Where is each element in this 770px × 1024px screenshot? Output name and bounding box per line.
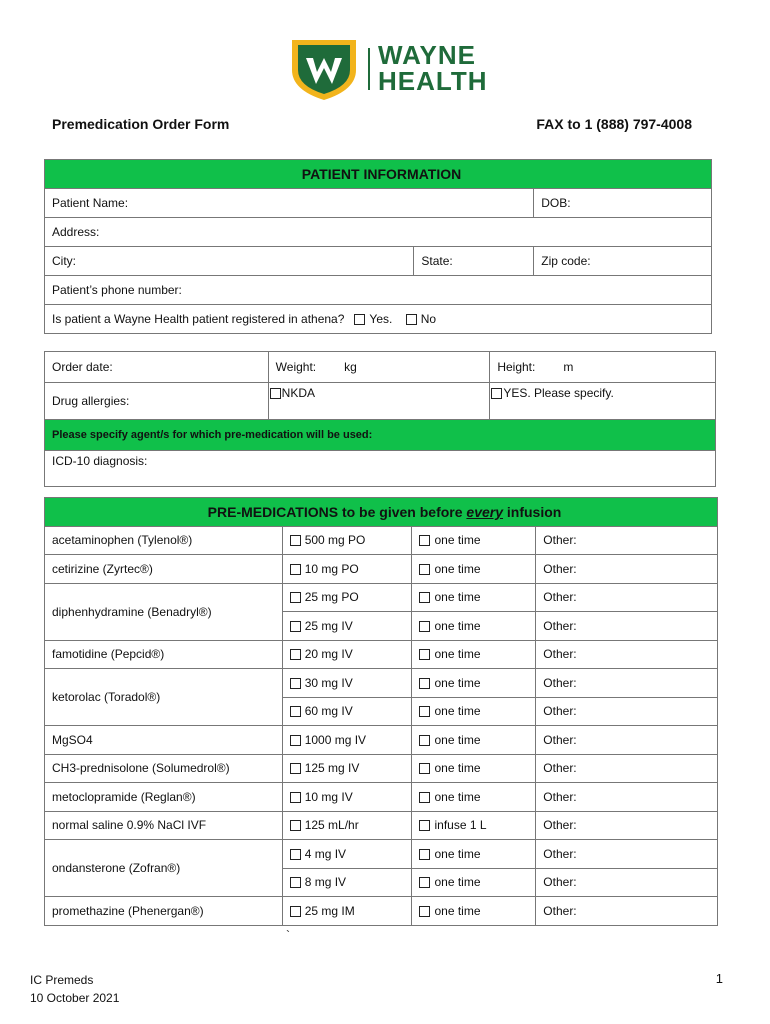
phone-field[interactable] — [45, 276, 712, 305]
premed-other-label: Other: — [543, 903, 577, 918]
icd10-label: ICD-10 diagnosis: — [52, 454, 148, 468]
nkda-label: NKDA — [281, 386, 316, 400]
premed-frequency-checkbox[interactable] — [419, 564, 430, 575]
premed-row — [45, 754, 718, 783]
premed-drug-name: ondansterone (Zofran®) — [45, 840, 283, 897]
premed-other-field[interactable] — [536, 640, 718, 669]
premed-dose-label: 25 mg IM — [304, 903, 355, 918]
weight-label: Weight: — [275, 360, 317, 374]
premed-other-label: Other: — [543, 761, 577, 776]
drug-allergies-cell — [45, 383, 269, 420]
city-field[interactable] — [45, 247, 414, 276]
premed-frequency-label: one time — [434, 618, 481, 633]
premed-frequency-checkbox[interactable] — [419, 735, 430, 746]
premed-frequency-label: one time — [434, 789, 481, 804]
footer-date: 10 October 2021 — [30, 991, 120, 1005]
premed-drug-name: metoclopramide (Reglan®) — [45, 783, 283, 812]
height-unit: m — [563, 360, 574, 374]
premed-dose-label: 20 mg IV — [304, 647, 353, 662]
allergy-yes-checkbox[interactable] — [491, 388, 502, 399]
premed-row — [45, 555, 718, 584]
premed-dose-checkbox[interactable] — [290, 535, 301, 546]
premed-frequency-label: one time — [434, 561, 481, 576]
premed-other-label: Other: — [543, 704, 577, 719]
premed-frequency-cell — [412, 640, 536, 669]
premed-dose-cell — [282, 754, 412, 783]
dob-field[interactable] — [534, 189, 712, 218]
premed-row — [45, 840, 718, 869]
wayne-health-logo — [288, 36, 488, 102]
premeds-heading-em: every — [466, 503, 504, 520]
premed-other-label: Other: — [543, 732, 577, 747]
premed-other-label: Other: — [543, 875, 577, 890]
premed-dose-checkbox[interactable] — [290, 820, 301, 831]
premed-dose-checkbox[interactable] — [290, 763, 301, 774]
premed-other-label: Other: — [543, 675, 577, 690]
premed-frequency-cell — [412, 526, 536, 555]
premed-dose-checkbox[interactable] — [290, 678, 301, 689]
premed-dose-label: 25 mg IV — [304, 618, 353, 633]
premed-dose-label: 4 mg IV — [304, 846, 347, 861]
premed-dose-checkbox[interactable] — [290, 877, 301, 888]
zip-label: Zip code: — [541, 254, 591, 268]
premed-dose-checkbox[interactable] — [290, 592, 301, 603]
premed-dose-label: 1000 mg IV — [304, 732, 367, 747]
premed-dose-checkbox[interactable] — [290, 792, 301, 803]
premed-row — [45, 583, 718, 612]
premed-dose-checkbox[interactable] — [290, 906, 301, 917]
premed-other-label: Other: — [543, 846, 577, 861]
premed-frequency-cell — [412, 697, 536, 726]
premed-frequency-checkbox[interactable] — [419, 906, 430, 917]
premeds-heading — [45, 498, 718, 527]
premed-other-label: Other: — [543, 533, 577, 548]
phone-label: Patient’s phone number: — [52, 283, 182, 297]
premed-frequency-checkbox[interactable] — [419, 820, 430, 831]
premed-other-field[interactable] — [536, 555, 718, 584]
premeds-rows — [45, 526, 718, 925]
stray-mark: ` — [286, 928, 290, 942]
premed-other-field[interactable] — [536, 783, 718, 812]
address-label: Address: — [52, 225, 100, 239]
premed-drug-name: diphenhydramine (Benadryl®) — [45, 583, 283, 640]
premed-frequency-label: one time — [434, 675, 481, 690]
state-field[interactable] — [414, 247, 534, 276]
logo-wordmark — [378, 42, 488, 94]
premed-other-field[interactable] — [536, 840, 718, 869]
premed-frequency-cell — [412, 840, 536, 869]
premeds-heading-pre: PRE-MEDICATIONS to be given before — [207, 503, 467, 520]
premed-dose-cell — [282, 868, 412, 897]
premed-dose-cell — [282, 697, 412, 726]
allergy-yes-label: YES. Please specify. — [503, 386, 614, 400]
fax-number: FAX to 1 (888) 797-4008 — [536, 116, 692, 132]
height-field[interactable] — [490, 352, 716, 383]
height-label: Height: — [497, 360, 536, 374]
premed-frequency-cell — [412, 868, 536, 897]
premed-row — [45, 640, 718, 669]
premed-frequency-cell — [412, 726, 536, 755]
premed-drug-name: cetirizine (Zyrtec®) — [45, 555, 283, 584]
icd10-field[interactable] — [45, 451, 716, 487]
registered-no-checkbox[interactable] — [406, 314, 417, 325]
premed-drug-name: promethazine (Phenergan®) — [45, 897, 283, 926]
order-information-table — [44, 351, 716, 487]
premed-dose-label: 125 mg IV — [304, 761, 360, 776]
premed-frequency-label: one time — [434, 533, 481, 548]
registered-no-label: No — [420, 312, 437, 326]
shield-logo-icon — [288, 36, 360, 102]
premed-dose-cell — [282, 897, 412, 926]
premed-frequency-label: one time — [434, 732, 481, 747]
premed-row — [45, 726, 718, 755]
premed-drug-name: MgSO4 — [45, 726, 283, 755]
premed-dose-cell — [282, 640, 412, 669]
premed-dose-label: 10 mg PO — [304, 561, 359, 576]
premed-frequency-cell — [412, 811, 536, 840]
registered-yes-checkbox[interactable] — [354, 314, 365, 325]
premed-frequency-label: infuse 1 L — [434, 818, 487, 833]
premed-dose-label: 500 mg PO — [304, 533, 366, 548]
premed-dose-cell — [282, 811, 412, 840]
premed-frequency-checkbox[interactable] — [419, 621, 430, 632]
premed-frequency-label: one time — [434, 761, 481, 776]
premed-other-field[interactable] — [536, 669, 718, 698]
premed-dose-cell — [282, 555, 412, 584]
premed-dose-label: 30 mg IV — [304, 675, 353, 690]
premed-dose-checkbox[interactable] — [290, 621, 301, 632]
premed-drug-name: CH3-prednisolone (Solumedrol®) — [45, 754, 283, 783]
premeds-heading-post: infusion — [503, 503, 562, 520]
order-date-field[interactable] — [45, 352, 269, 383]
premed-frequency-cell — [412, 754, 536, 783]
premed-drug-name: famotidine (Pepcid®) — [45, 640, 283, 669]
premed-other-field[interactable] — [536, 697, 718, 726]
premed-dose-cell — [282, 669, 412, 698]
premed-other-label: Other: — [543, 647, 577, 662]
city-label: City: — [52, 254, 76, 268]
premed-drug-name: ketorolac (Toradol®) — [45, 669, 283, 726]
premed-dose-checkbox[interactable] — [290, 735, 301, 746]
premedications-table — [44, 497, 718, 926]
premed-dose-cell — [282, 726, 412, 755]
premed-other-field[interactable] — [536, 754, 718, 783]
premed-frequency-cell — [412, 583, 536, 612]
agents-banner: Please specify agent/s for which pre-medication will be used: — [45, 420, 716, 451]
registered-yes-label: Yes. — [369, 312, 393, 326]
premed-other-label: Other: — [543, 618, 577, 633]
premed-frequency-label: one time — [434, 846, 481, 861]
premed-frequency-label: one time — [434, 590, 481, 605]
premed-other-label: Other: — [543, 561, 577, 576]
premed-frequency-checkbox[interactable] — [419, 592, 430, 603]
patient-name-field[interactable] — [45, 189, 534, 218]
registered-row — [45, 305, 712, 334]
premed-row — [45, 783, 718, 812]
patient-name-label: Patient Name: — [52, 196, 129, 210]
premed-drug-name: normal saline 0.9% NaCl IVF — [45, 811, 283, 840]
premed-drug-name: acetaminophen (Tylenol®) — [45, 526, 283, 555]
premed-frequency-cell — [412, 612, 536, 641]
weight-unit: kg — [344, 360, 357, 374]
premed-row — [45, 526, 718, 555]
premed-dose-checkbox[interactable] — [290, 649, 301, 660]
premed-dose-label: 10 mg IV — [304, 789, 353, 804]
footer-left — [30, 971, 119, 1007]
footer-doc-name: IC Premeds — [30, 973, 94, 987]
premed-dose-checkbox[interactable] — [290, 564, 301, 575]
premed-other-field[interactable] — [536, 583, 718, 612]
premed-row — [45, 811, 718, 840]
premed-dose-cell — [282, 583, 412, 612]
premed-other-field[interactable] — [536, 868, 718, 897]
nkda-cell — [268, 383, 490, 420]
logo-divider — [368, 48, 370, 90]
premed-frequency-checkbox[interactable] — [419, 792, 430, 803]
premed-frequency-cell — [412, 555, 536, 584]
premed-dose-checkbox[interactable] — [290, 849, 301, 860]
premed-frequency-cell — [412, 783, 536, 812]
allergy-yes-cell — [490, 383, 716, 420]
premed-frequency-label: one time — [434, 875, 481, 890]
premed-dose-label: 125 mL/hr — [304, 818, 359, 833]
weight-field[interactable] — [268, 352, 490, 383]
premed-other-field[interactable] — [536, 897, 718, 926]
order-date-label: Order date: — [52, 360, 113, 374]
premed-row — [45, 669, 718, 698]
form-title: Premedication Order Form — [52, 116, 230, 132]
premed-other-field[interactable] — [536, 526, 718, 555]
premed-frequency-checkbox[interactable] — [419, 763, 430, 774]
registered-question: Is patient a Wayne Health patient registered in athena? — [52, 312, 345, 326]
logo-line1: WAYNE — [378, 40, 476, 70]
patient-info-heading: PATIENT INFORMATION — [45, 160, 712, 189]
premed-frequency-cell — [412, 669, 536, 698]
premed-dose-label: 8 mg IV — [304, 875, 347, 890]
premed-frequency-checkbox[interactable] — [419, 649, 430, 660]
premed-dose-checkbox[interactable] — [290, 706, 301, 717]
premed-other-label: Other: — [543, 789, 577, 804]
premed-frequency-checkbox[interactable] — [419, 849, 430, 860]
nkda-checkbox[interactable] — [270, 388, 281, 399]
premed-dose-label: 60 mg IV — [304, 704, 353, 719]
premed-frequency-label: one time — [434, 704, 481, 719]
premed-frequency-checkbox[interactable] — [419, 877, 430, 888]
patient-information-table — [44, 159, 712, 334]
premed-other-field[interactable] — [536, 726, 718, 755]
premed-dose-cell — [282, 526, 412, 555]
page-number: 1 — [715, 971, 723, 986]
dob-label: DOB: — [541, 196, 571, 210]
premed-frequency-checkbox[interactable] — [419, 678, 430, 689]
drug-allergies-label: Drug allergies: — [52, 394, 130, 408]
premed-dose-cell — [282, 783, 412, 812]
premed-dose-label: 25 mg PO — [304, 590, 359, 605]
state-label: State: — [421, 254, 453, 268]
premed-frequency-cell — [412, 897, 536, 926]
logo-line2: HEALTH — [378, 66, 488, 96]
premed-frequency-label: one time — [434, 647, 481, 662]
premed-dose-cell — [282, 840, 412, 869]
premed-row — [45, 897, 718, 926]
premed-other-label: Other: — [543, 590, 577, 605]
premed-other-label: Other: — [543, 818, 577, 833]
premed-other-field[interactable] — [536, 811, 718, 840]
zip-field[interactable] — [534, 247, 712, 276]
address-field[interactable] — [45, 218, 712, 247]
premed-frequency-checkbox[interactable] — [419, 535, 430, 546]
premed-frequency-checkbox[interactable] — [419, 706, 430, 717]
premed-dose-cell — [282, 612, 412, 641]
premed-other-field[interactable] — [536, 612, 718, 641]
premed-frequency-label: one time — [434, 903, 481, 918]
